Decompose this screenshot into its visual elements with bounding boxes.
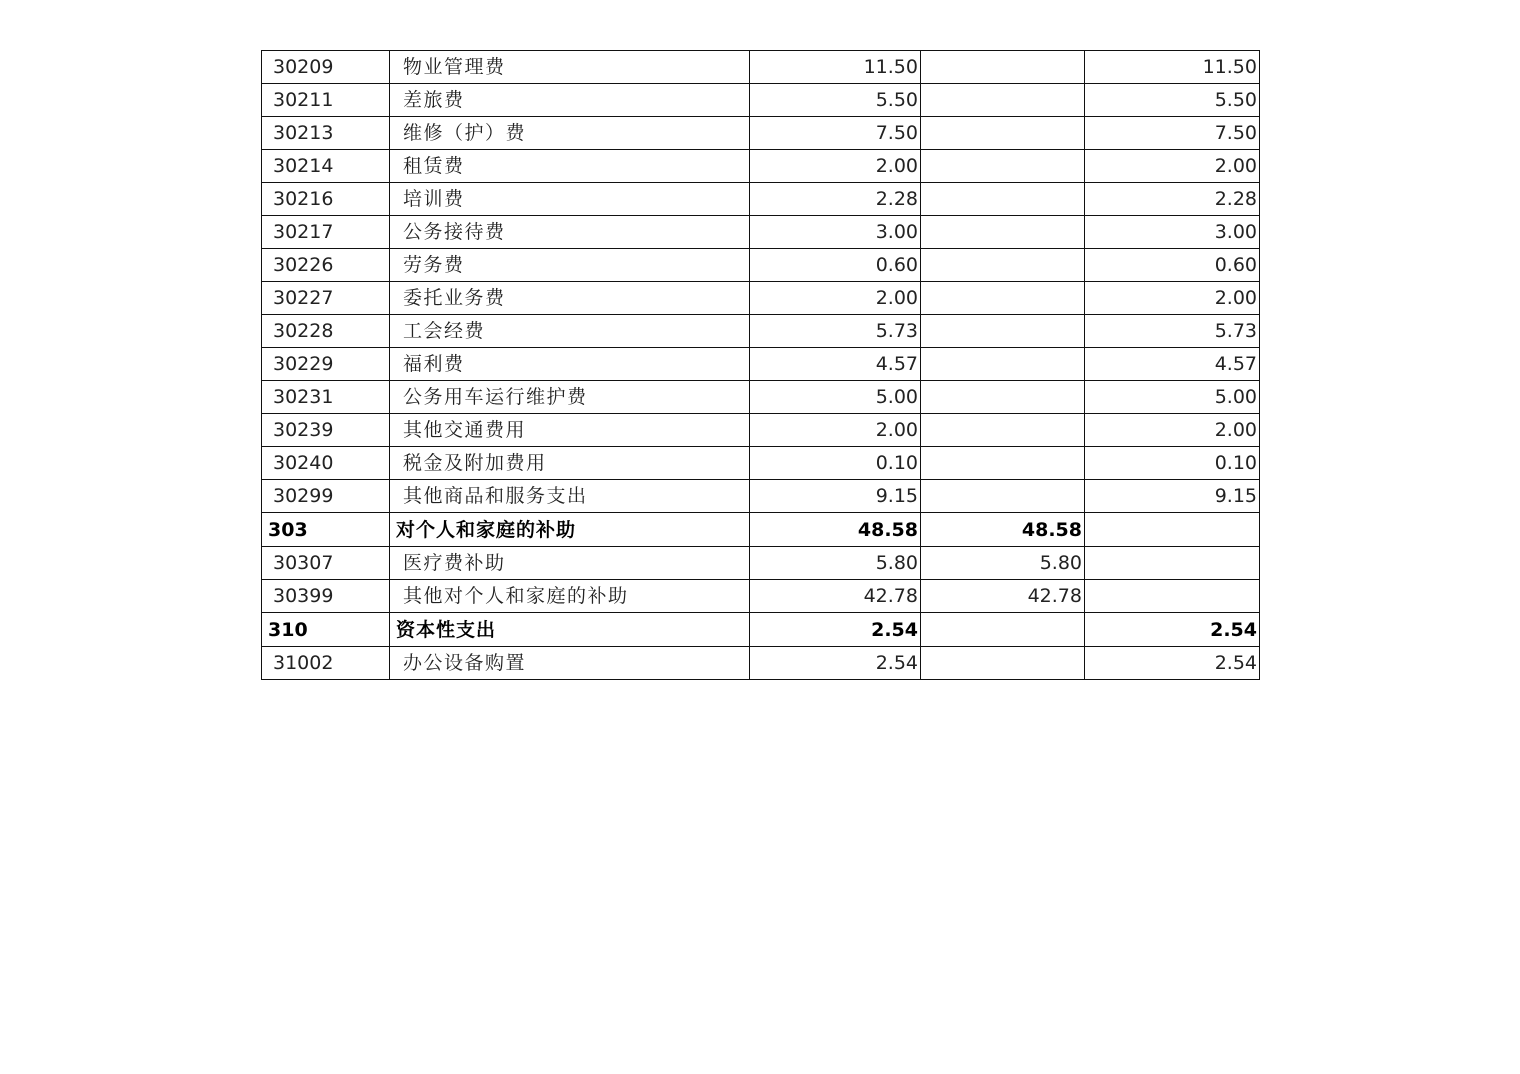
table-row [262,647,1260,680]
cell-code: 30216 [262,183,390,216]
cell-total: 0.60 [750,249,921,282]
cell-personnel [921,84,1085,117]
cell-name: 维修（护）费 [390,117,750,150]
table-row [262,183,1260,216]
cell-total: 2.00 [750,414,921,447]
cell-personnel [921,647,1085,680]
cell-name: 劳务费 [390,249,750,282]
table-row [262,447,1260,480]
cell-name: 委托业务费 [390,282,750,315]
cell-name: 公务用车运行维护费 [390,381,750,414]
table-row [262,216,1260,249]
cell-personnel [921,381,1085,414]
table-row [262,249,1260,282]
cell-personnel [921,249,1085,282]
cell-public: 5.73 [1085,315,1260,348]
cell-public [1085,513,1260,547]
cell-name: 其他商品和服务支出 [390,480,750,513]
cell-total: 2.54 [750,613,921,647]
cell-personnel [921,183,1085,216]
cell-name: 税金及附加费用 [390,447,750,480]
cell-code: 30211 [262,84,390,117]
cell-personnel [921,150,1085,183]
cell-total: 5.00 [750,381,921,414]
cell-public: 11.50 [1085,51,1260,84]
cell-code: 30217 [262,216,390,249]
cell-public: 0.10 [1085,447,1260,480]
cell-code: 31002 [262,647,390,680]
cell-code: 30229 [262,348,390,381]
cell-code: 310 [262,613,390,647]
table-row [262,84,1260,117]
cell-public: 9.15 [1085,480,1260,513]
cell-public: 2.54 [1085,647,1260,680]
cell-personnel [921,613,1085,647]
cell-code: 30299 [262,480,390,513]
cell-total: 7.50 [750,117,921,150]
cell-total: 2.00 [750,282,921,315]
cell-public: 2.28 [1085,183,1260,216]
cell-public: 3.00 [1085,216,1260,249]
cell-personnel: 42.78 [921,580,1085,613]
cell-name: 租赁费 [390,150,750,183]
cell-total: 9.15 [750,480,921,513]
cell-public: 2.00 [1085,414,1260,447]
cell-code: 30209 [262,51,390,84]
cell-public [1085,580,1260,613]
cell-name: 资本性支出 [390,613,750,647]
cell-code: 30231 [262,381,390,414]
cell-name: 办公设备购置 [390,647,750,680]
cell-personnel [921,315,1085,348]
table-row [262,480,1260,513]
table-row [262,282,1260,315]
cell-total: 2.00 [750,150,921,183]
cell-total: 2.28 [750,183,921,216]
table-row [262,315,1260,348]
cell-public: 5.50 [1085,84,1260,117]
cell-total: 5.73 [750,315,921,348]
cell-code: 30226 [262,249,390,282]
cell-total: 42.78 [750,580,921,613]
table-row [262,117,1260,150]
cell-public: 7.50 [1085,117,1260,150]
cell-personnel: 5.80 [921,547,1085,580]
table-row [262,580,1260,613]
cell-code: 30228 [262,315,390,348]
cell-personnel [921,282,1085,315]
cell-code: 30227 [262,282,390,315]
cell-code: 30213 [262,117,390,150]
cell-total: 5.50 [750,84,921,117]
cell-public: 4.57 [1085,348,1260,381]
table-row [262,547,1260,580]
cell-code: 30240 [262,447,390,480]
cell-total: 48.58 [750,513,921,547]
table-row [262,381,1260,414]
cell-public: 2.54 [1085,613,1260,647]
cell-code: 30239 [262,414,390,447]
cell-name: 医疗费补助 [390,547,750,580]
cell-code: 303 [262,513,390,547]
cell-total: 5.80 [750,547,921,580]
cell-name: 差旅费 [390,84,750,117]
table-body [262,51,1260,680]
cell-code: 30307 [262,547,390,580]
cell-personnel [921,480,1085,513]
cell-name: 工会经费 [390,315,750,348]
cell-total: 3.00 [750,216,921,249]
cell-public [1085,547,1260,580]
cell-name: 培训费 [390,183,750,216]
cell-public: 2.00 [1085,150,1260,183]
cell-name: 公务接待费 [390,216,750,249]
cell-personnel [921,216,1085,249]
cell-personnel [921,414,1085,447]
table-row [262,150,1260,183]
cell-total: 11.50 [750,51,921,84]
cell-personnel [921,51,1085,84]
table-row [262,513,1260,547]
cell-personnel [921,117,1085,150]
table-row [262,348,1260,381]
table-row [262,414,1260,447]
cell-name: 物业管理费 [390,51,750,84]
cell-total: 0.10 [750,447,921,480]
cell-total: 4.57 [750,348,921,381]
cell-name: 对个人和家庭的补助 [390,513,750,547]
cell-public: 0.60 [1085,249,1260,282]
cell-public: 5.00 [1085,381,1260,414]
cell-name: 其他交通费用 [390,414,750,447]
cell-code: 30214 [262,150,390,183]
expenditure-table [261,50,1260,680]
cell-total: 2.54 [750,647,921,680]
cell-name: 其他对个人和家庭的补助 [390,580,750,613]
cell-name: 福利费 [390,348,750,381]
cell-personnel [921,447,1085,480]
table-row [262,613,1260,647]
cell-personnel: 48.58 [921,513,1085,547]
cell-personnel [921,348,1085,381]
table-row [262,51,1260,84]
cell-code: 30399 [262,580,390,613]
cell-public: 2.00 [1085,282,1260,315]
